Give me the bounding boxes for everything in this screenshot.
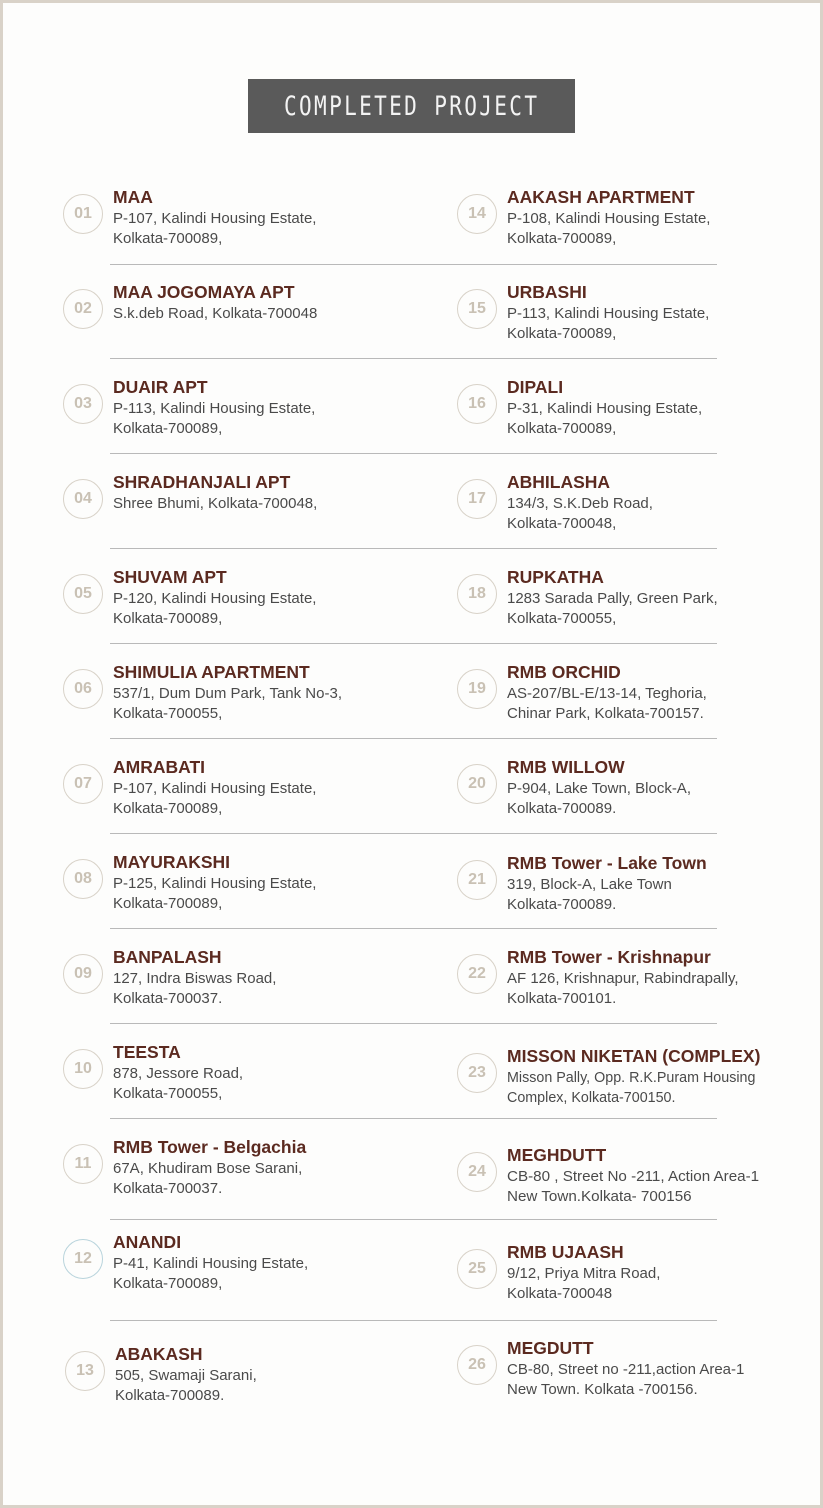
left-divider: [110, 1118, 416, 1119]
left-divider: [110, 1219, 416, 1220]
project-name: RMB Tower - Krishnapur: [507, 947, 711, 967]
left-divider: [110, 358, 416, 359]
project-address-line: Kolkata-700089,: [113, 800, 223, 817]
project-name: DIPALI: [507, 377, 564, 397]
project-address-line: Kolkata-700089,: [113, 895, 223, 912]
entry-number-circle: 19: [457, 669, 497, 709]
entry-number-circle: 18: [457, 574, 497, 614]
project-name: MAA JOGOMAYA APT: [113, 282, 295, 302]
entry-number-circle: 04: [63, 479, 103, 519]
project-name: RMB Tower - Lake Town: [507, 853, 707, 873]
project-address-line: AS-207/BL-E/13-14, Teghoria,: [507, 685, 707, 702]
project-address-line: Kolkata-700089,: [507, 325, 617, 342]
project-address-line: P-125, Kalindi Housing Estate,: [113, 875, 317, 892]
project-address-line: S.k.deb Road, Kolkata-700048: [113, 305, 318, 322]
entry-number-circle: 17: [457, 479, 497, 519]
entry-number-circle: 23: [457, 1053, 497, 1093]
project-name: RMB ORCHID: [507, 662, 621, 682]
project-address-line: Complex, Kolkata-700150.: [507, 1090, 676, 1106]
left-divider: [110, 643, 416, 644]
project-name: RUPKATHA: [507, 567, 604, 587]
entry-number-circle: 12: [63, 1239, 103, 1279]
project-address-line: Kolkata-700089,: [113, 230, 223, 247]
right-divider: [416, 643, 717, 644]
project-address-line: 1283 Sarada Pally, Green Park,: [507, 590, 718, 607]
project-name: RMB Tower - Belgachia: [113, 1137, 307, 1157]
project-name: MAA: [113, 187, 153, 207]
right-divider: [416, 928, 717, 929]
left-divider: [110, 833, 416, 834]
project-address-line: Kolkata-700048,: [507, 515, 617, 532]
project-name: MAYURAKSHI: [113, 852, 231, 872]
project-name: MEGHDUTT: [507, 1145, 607, 1165]
right-divider: [416, 833, 717, 834]
project-name: SHRADHANJALI APT: [113, 472, 291, 492]
project-address-line: CB-80, Street no -211,action Area-1: [507, 1361, 745, 1378]
project-address-line: P-904, Lake Town, Block-A,: [507, 780, 691, 797]
project-address-line: Shree Bhumi, Kolkata-700048,: [113, 495, 318, 512]
project-address-line: Kolkata-700089,: [507, 420, 617, 437]
project-address-line: Kolkata-700089.: [507, 800, 617, 817]
entry-number-circle: 13: [65, 1351, 105, 1391]
right-divider: [416, 548, 717, 549]
project-address-line: P-31, Kalindi Housing Estate,: [507, 400, 703, 417]
entry-number-circle: 07: [63, 764, 103, 804]
right-divider: [416, 1219, 717, 1220]
project-name: AMRABATI: [113, 757, 206, 777]
entry-number-circle: 21: [457, 860, 497, 900]
project-name: RMB UJAASH: [507, 1242, 624, 1262]
project-address-line: Kolkata-700055,: [113, 705, 223, 722]
project-address-line: P-107, Kalindi Housing Estate,: [113, 780, 317, 797]
entry-number-circle: 26: [457, 1345, 497, 1385]
right-divider: [416, 1118, 717, 1119]
project-name: ABHILASHA: [507, 472, 611, 492]
project-address-line: Misson Pally, Opp. R.K.Puram Housing: [507, 1070, 756, 1086]
right-divider: [416, 1023, 717, 1024]
right-divider: [416, 264, 717, 265]
project-address-line: Kolkata-700089,: [507, 230, 617, 247]
left-divider: [110, 1320, 416, 1321]
entry-number-circle: 10: [63, 1049, 103, 1089]
right-divider: [416, 1320, 717, 1321]
project-name: TEESTA: [113, 1042, 181, 1062]
entry-number-circle: 22: [457, 954, 497, 994]
project-address-line: P-120, Kalindi Housing Estate,: [113, 590, 317, 607]
project-name: DUAIR APT: [113, 377, 208, 397]
entry-number-circle: 02: [63, 289, 103, 329]
left-divider: [110, 738, 416, 739]
project-address-line: P-41, Kalindi Housing Estate,: [113, 1255, 309, 1272]
project-address-line: Kolkata-700089,: [113, 1275, 223, 1292]
project-address-line: 9/12, Priya Mitra Road,: [507, 1265, 661, 1282]
left-divider: [110, 1023, 416, 1024]
project-name: URBASHI: [507, 282, 587, 302]
page-title-text: COMPLETED PROJECT: [283, 90, 540, 122]
project-address-line: 134/3, S.K.Deb Road,: [507, 495, 653, 512]
project-name: ABAKASH: [115, 1344, 203, 1364]
right-divider: [416, 453, 717, 454]
entry-number-circle: 01: [63, 194, 103, 234]
right-divider: [416, 358, 717, 359]
page-title: [248, 79, 575, 133]
project-address-line: 319, Block-A, Lake Town: [507, 876, 672, 893]
project-address-line: Kolkata-700089,: [113, 610, 223, 627]
entry-number-circle: 16: [457, 384, 497, 424]
left-divider: [110, 264, 416, 265]
project-name: AAKASH APARTMENT: [507, 187, 695, 207]
left-divider: [110, 548, 416, 549]
project-name: ANANDI: [113, 1232, 182, 1252]
project-name: MISSON NIKETAN (COMPLEX): [507, 1046, 761, 1066]
entry-number-circle: 09: [63, 954, 103, 994]
left-divider: [110, 453, 416, 454]
project-address-line: New Town. Kolkata -700156.: [507, 1381, 698, 1398]
entry-number-circle: 15: [457, 289, 497, 329]
project-address-line: 67A, Khudiram Bose Sarani,: [113, 1160, 303, 1177]
project-address-line: Kolkata-700037.: [113, 990, 223, 1007]
entry-number-circle: 14: [457, 194, 497, 234]
project-name: SHUVAM APT: [113, 567, 227, 587]
entry-number-circle: 05: [63, 574, 103, 614]
project-address-line: P-107, Kalindi Housing Estate,: [113, 210, 317, 227]
project-address-line: P-113, Kalindi Housing Estate,: [507, 305, 710, 322]
project-address-line: P-108, Kalindi Housing Estate,: [507, 210, 711, 227]
project-address-line: Kolkata-700037.: [113, 1180, 223, 1197]
project-address-line: Kolkata-700089.: [115, 1387, 225, 1404]
entry-number-circle: 06: [63, 669, 103, 709]
project-address-line: AF 126, Krishnapur, Rabindrapally,: [507, 970, 739, 987]
left-divider: [110, 928, 416, 929]
entry-number-circle: 24: [457, 1152, 497, 1192]
project-address-line: Kolkata-700101.: [507, 990, 617, 1007]
project-address-line: New Town.Kolkata- 700156: [507, 1188, 692, 1205]
project-name: MEGDUTT: [507, 1338, 594, 1358]
project-address-line: Kolkata-700055,: [507, 610, 617, 627]
project-address-line: 878, Jessore Road,: [113, 1065, 244, 1082]
project-address-line: Chinar Park, Kolkata-700157.: [507, 705, 704, 722]
entry-number-circle: 03: [63, 384, 103, 424]
project-address-line: Kolkata-700089.: [507, 896, 617, 913]
right-divider: [416, 738, 717, 739]
project-address-line: 505, Swamaji Sarani,: [115, 1367, 257, 1384]
project-address-line: Kolkata-700048: [507, 1285, 613, 1302]
project-name: RMB WILLOW: [507, 757, 625, 777]
entry-number-circle: 25: [457, 1249, 497, 1289]
project-name: BANPALASH: [113, 947, 222, 967]
project-address-line: 127, Indra Biswas Road,: [113, 970, 277, 987]
entry-number-circle: 11: [63, 1144, 103, 1184]
entry-number-circle: 20: [457, 764, 497, 804]
project-address-line: P-113, Kalindi Housing Estate,: [113, 400, 316, 417]
project-address-line: Kolkata-700089,: [113, 420, 223, 437]
project-address-line: 537/1, Dum Dum Park, Tank No-3,: [113, 685, 342, 702]
entry-number-circle: 08: [63, 859, 103, 899]
project-address-line: CB-80 , Street No -211, Action Area-1: [507, 1168, 760, 1185]
project-name: SHIMULIA APARTMENT: [113, 662, 310, 682]
project-address-line: Kolkata-700055,: [113, 1085, 223, 1102]
